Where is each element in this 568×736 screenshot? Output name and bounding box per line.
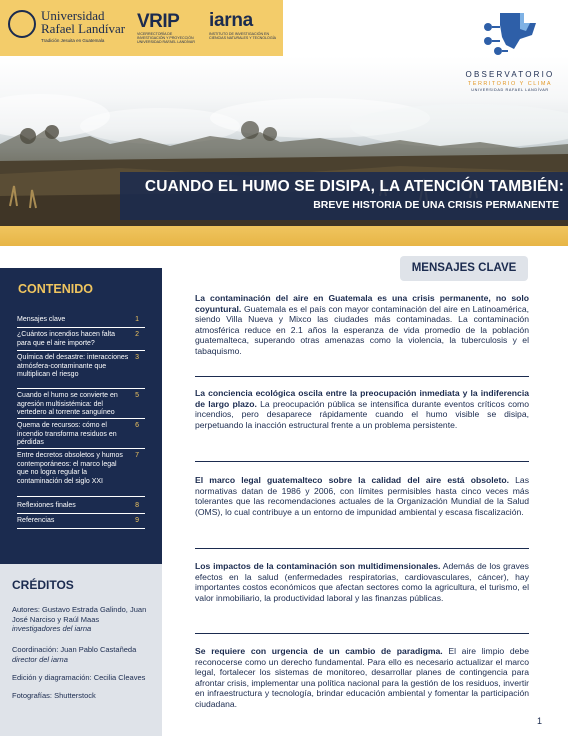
toc-item-decretos[interactable] — [17, 452, 145, 497]
university-name — [41, 9, 125, 35]
key-message-body: La preocupación pública se intensifica durante eventos críticos como incendios, pero desaparece rápidamente cuando el humo visible se disipa, perpetuando la inacción estructural frente a un problema persistente. — [195, 398, 529, 430]
observatorio-subtitle: TERRITORIO Y CLIMA — [467, 81, 553, 87]
iarna-subtitle: INSTITUTO DE INVESTIGACIÓN EN CIENCIAS NATURALES Y TECNOLOGÍA — [209, 32, 277, 40]
key-message-3 — [195, 475, 529, 517]
page-title: CUANDO EL HUMO SE DISIPA, LA ATENCIÓN TAMBIÉN: — [144, 178, 564, 195]
key-message-lead: Se requiere con urgencia de un cambio de paradigma. — [195, 646, 443, 656]
divider — [195, 376, 529, 377]
credits-title: CRÉDITOS — [12, 578, 74, 592]
toc-item-quema[interactable] — [17, 422, 145, 449]
key-message-body: Guatemala es el país con mayor contaminación del aire en Latinoamérica, siendo Villa Nueva y Mixco las ciudades más contaminadas. La contaminación atmosférica reduce en 2.1 años la esperanza de vida promedio de la población guatemalteca, superando otras amenazas como la violencia, la tuberculosis y el tabaquismo. — [195, 303, 529, 356]
toc-item-label: Entre decretos obsoletos y humos contemporáneos: el marco legal que no logra regular la contaminación del siglo XXI — [17, 452, 123, 485]
toc-item-label: Reflexiones finales — [17, 502, 76, 509]
key-message-2 — [195, 388, 529, 430]
toc-item-page: 6 — [135, 422, 139, 429]
vrip-subtitle: VICERRECTORÍA DE INVESTIGACIÓN Y PROYECCIÓN UNIVERSIDAD RAFAEL LANDÍVAR — [137, 32, 195, 44]
toc-item-label: ¿Cuántos incendios hacen falta para que el aire importe? — [17, 331, 116, 347]
toc-item-label: Quema de recursos: cómo el incendio transforma residuos en pérdidas — [17, 422, 117, 446]
key-message-4 — [195, 561, 529, 603]
iarna-logo: iarna — [209, 10, 253, 31]
credits-coord-role: director del iarna — [12, 654, 68, 664]
toc-item-label: Química del desastre: interacciones atmósfera-contaminante que multiplican el riesgo — [17, 354, 129, 378]
toc-item-quimica[interactable] — [17, 354, 145, 389]
observatorio-subtitle-2: UNIVERSIDAD RAFAEL LANDÍVAR — [471, 88, 549, 92]
toc-item-label: Mensajes clave — [17, 316, 66, 323]
university-motto: Tradición Jesuita en Guatemala — [41, 38, 105, 43]
divider — [195, 461, 529, 462]
toc-item-page: 2 — [135, 331, 139, 338]
toc-item-label: Referencias — [17, 517, 55, 524]
key-message-lead: La contaminación del aire en Guatemala es una crisis permanente, no solo coyuntural. — [195, 293, 529, 314]
credits-authors-role: investigadores del iarna — [12, 624, 92, 633]
credits-coordination — [12, 645, 160, 664]
vrip-logo: VRIP — [137, 11, 180, 32]
university-seal-icon — [8, 10, 36, 38]
credits-authors-names: Autores: Gustavo Estrada Galindo, Juan José Narciso y Raúl Maas — [12, 605, 147, 624]
credits-coord-name: Coordinación: Juan Pablo Castañeda — [12, 645, 137, 654]
toc-item-page: 8 — [135, 502, 139, 509]
toc-item-page: 1 — [135, 316, 139, 323]
university-name-line2: Rafael Landívar — [41, 21, 126, 36]
observatorio-map-icon — [480, 7, 540, 59]
toc-item-label: Cuando el humo se convierte en agresión multisistémica: del vertedero al torrente sanguíneo — [17, 392, 118, 416]
toc-item-incendios[interactable] — [17, 331, 145, 351]
toc-item-page: 5 — [135, 392, 139, 399]
page-number: 1 — [537, 716, 543, 726]
key-message-lead: Los impactos de la contaminación son multidimensionales. — [195, 561, 441, 571]
divider — [195, 548, 529, 549]
cover-header — [0, 0, 568, 246]
key-message-1 — [195, 293, 529, 357]
key-message-lead: La conciencia ecológica oscila entre la preocupación inmediata y la indiferencia de largo plazo. — [195, 388, 529, 409]
toc-item-reflexiones[interactable] — [17, 502, 145, 514]
toc-item-referencias[interactable] — [17, 517, 145, 529]
key-message-body: Las normativas datan de 1986 y 2006, con límites permisibles hasta cinco veces más tolerantes que las recomendaciones actuales de la Organización Mundial de la Salud (OMS), lo cual contribuye a un entorno de impunidad ambiental y escasa fiscalización. — [195, 475, 529, 517]
key-message-body: Además de los graves efectos en la salud (enfermedades respiratorias, cardiovasculares, cáncer), hay importantes costos económicos que afectan sectores como la agricultura, el turismo, el valor inmobiliario, la productividad laboral y las finanzas públicas. — [195, 561, 529, 603]
credits-photos: Fotografías: Shutterstock — [12, 691, 96, 700]
key-message-body: El aire limpio debe reconocerse como un derecho fundamental. Para ello es necesario actualizar el marco legal, fortalecer los sistemas de monitoreo, desarrollar planes de contingencia para afrontar crisis, implementar una política nacional para la gestión de los residuos, invertir en infraestructura y tecnología, brindar educación ambiental y fomentar la participación ciudadana. — [195, 646, 529, 709]
toc-item-humo[interactable] — [17, 392, 145, 419]
observatorio-title: OBSERVATORIO — [465, 70, 555, 79]
toc-item-mensajes-clave[interactable] — [17, 316, 145, 328]
credits-authors — [12, 605, 160, 634]
toc-item-page: 7 — [135, 452, 139, 459]
contents-title: CONTENIDO — [18, 282, 93, 296]
key-message-5 — [195, 646, 529, 710]
gold-strip — [0, 226, 568, 246]
divider — [195, 633, 529, 634]
key-message-lead: El marco legal guatemalteco sobre la calidad del aire está obsoleto. — [195, 475, 509, 485]
page-subtitle: BREVE HISTORIA DE UNA CRISIS PERMANENTE — [313, 199, 559, 211]
university-name-line1: Universidad — [41, 8, 105, 23]
credits-edition: Edición y diagramación: Cecilia Cleaves — [12, 673, 146, 682]
toc-item-page: 9 — [135, 517, 139, 524]
key-messages-title: MENSAJES CLAVE — [411, 262, 517, 274]
toc-item-page: 3 — [135, 354, 139, 361]
